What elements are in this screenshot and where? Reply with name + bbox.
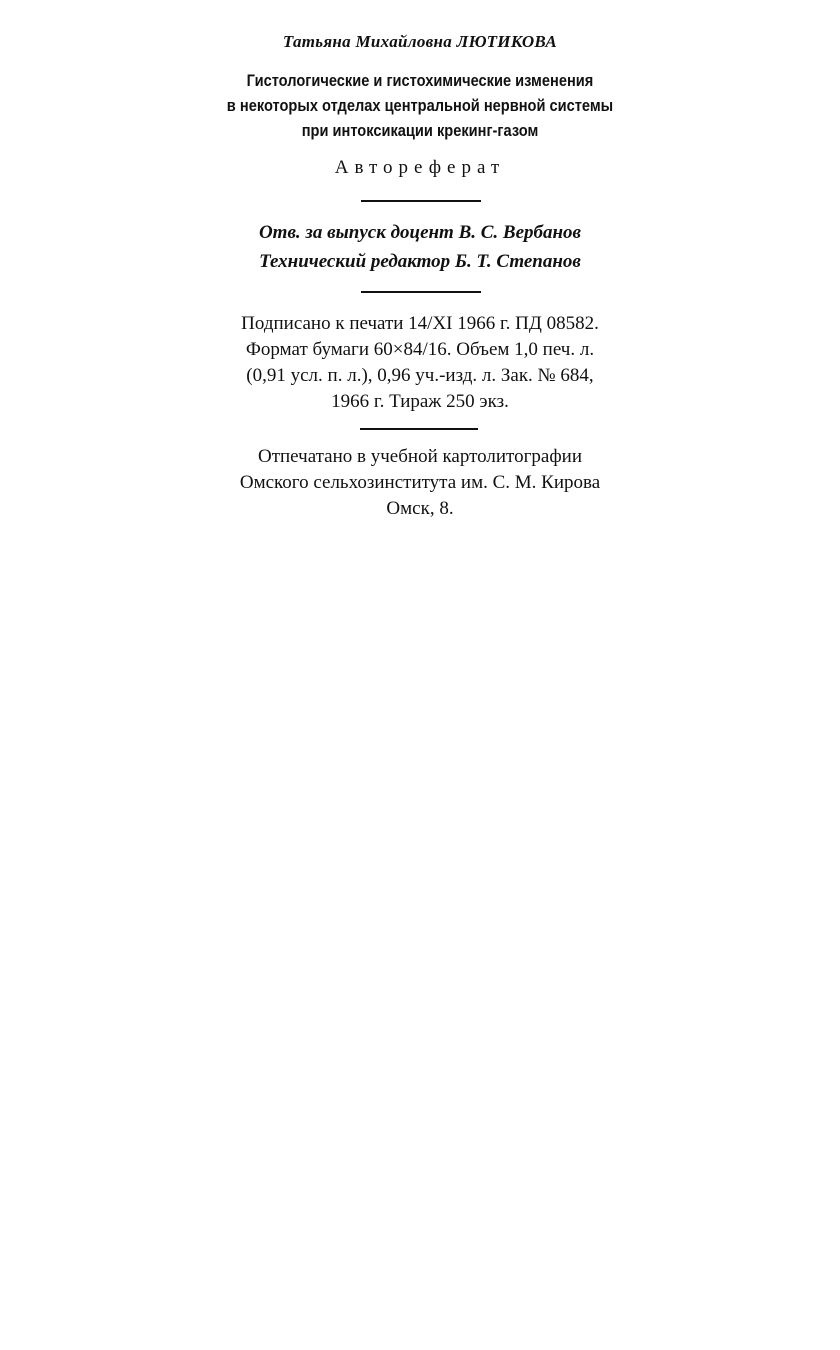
- imprint-line: 1966 г. Тираж 250 экз.: [331, 391, 509, 412]
- printer-info: [0, 444, 840, 522]
- printer-line: Отпечатано в учебной картолитографии: [257, 446, 582, 467]
- technical-editor: Технический редактор Б. Т. Степанов: [259, 251, 581, 272]
- printer-line: Омского сельхозинститута им. С. М. Кирова: [239, 472, 601, 493]
- imprint-line: (0,91 усл. п. л.), 0,96 уч.-изд. л. Зак. № 684,: [246, 365, 594, 386]
- divider: [361, 291, 481, 293]
- title-line: в некоторых отделах центральной нервной системы: [226, 96, 614, 115]
- divider: [361, 200, 481, 202]
- author-name: Татьяна Михайловна ЛЮТИКОВА: [282, 32, 558, 51]
- printer-line: Омск, 8.: [386, 498, 454, 519]
- title-line: при интоксикации крекинг-газом: [301, 121, 539, 140]
- work-title: [59, 68, 781, 143]
- document-type: Автореферат: [334, 157, 506, 178]
- imprint-block: [0, 311, 840, 415]
- imprint-line: Формат бумаги 60×84/16. Объем 1,0 печ. л.: [245, 339, 595, 360]
- responsible-editor: Отв. за выпуск доцент В. С. Вербанов: [258, 222, 582, 243]
- divider: [360, 428, 478, 430]
- title-line: Гистологические и гистохимические изменения: [246, 71, 594, 90]
- editors-block: [0, 218, 840, 276]
- imprint-line: Подписано к печати 14/XI 1966 г. ПД 08582.: [241, 313, 599, 334]
